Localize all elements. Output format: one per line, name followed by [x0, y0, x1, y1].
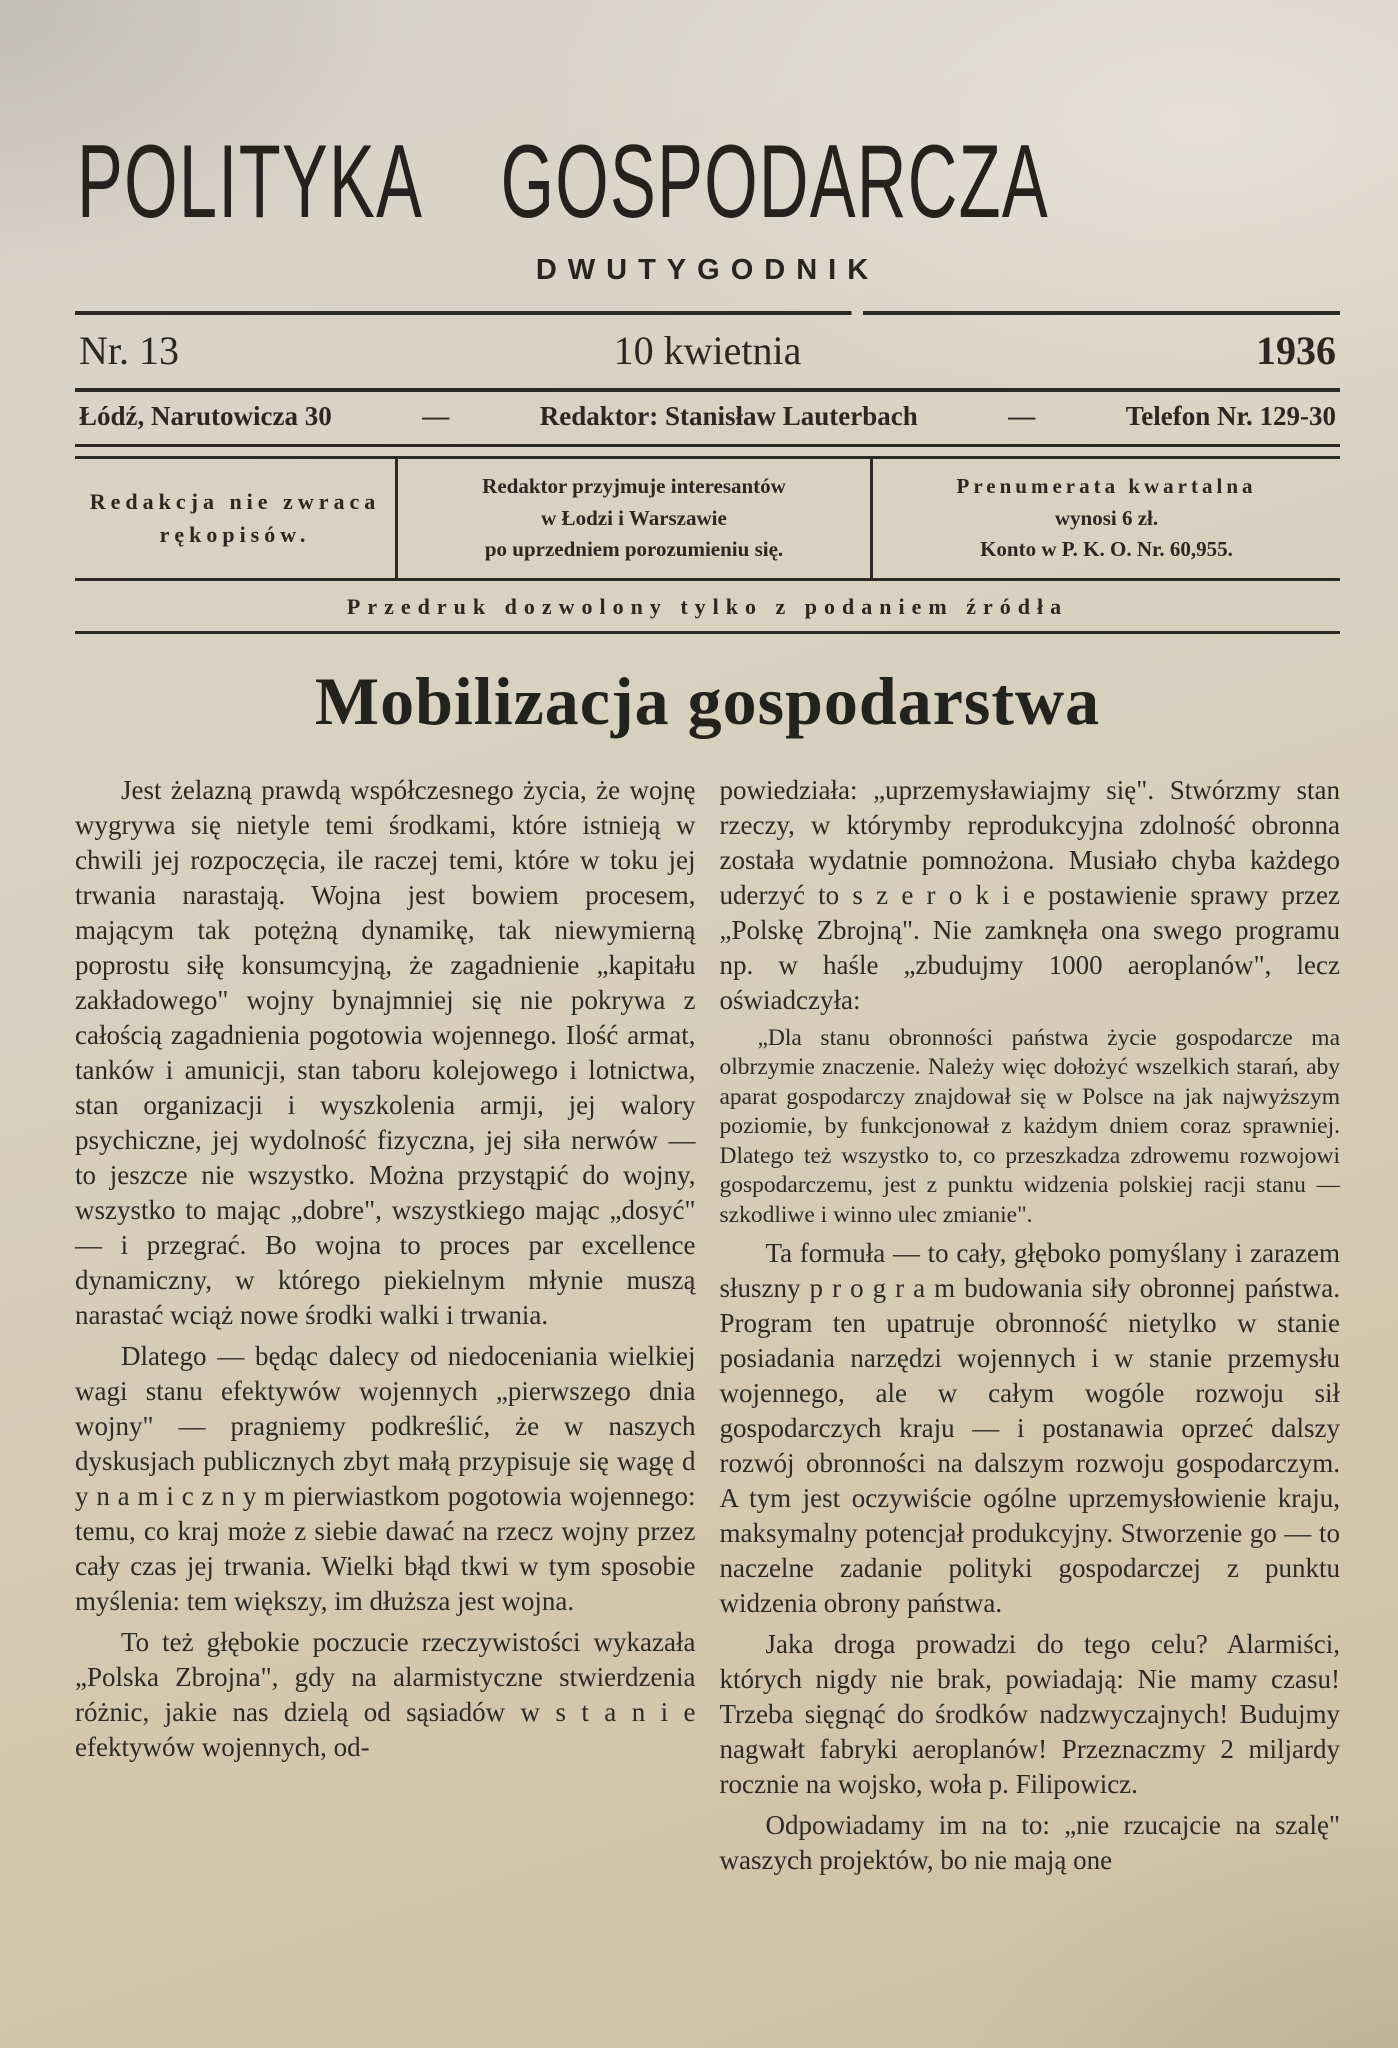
notice-line: rękopisów. — [159, 522, 311, 548]
notice-line: wynosi 6 zł. — [1054, 505, 1159, 530]
issue-date: 10 kwietnia — [613, 328, 802, 373]
paragraph: Odpowiadamy im na to: „nie rzucajcie na szalę" waszych projektów, bo nie mają one — [719, 1810, 1340, 1875]
masthead-subtitle: DWUTYGODNIK — [535, 254, 880, 286]
issue-year: 1936 — [1256, 328, 1336, 373]
issue-number: Nr. 13 — [79, 328, 179, 373]
manuscripts-notice-box — [75, 459, 395, 578]
telephone-number: Telefon Nr. 129-30 — [1125, 401, 1336, 431]
block-quote: „Dla stanu obronności państwa życie gospodarcze ma olbrzymie znaczenie. Należy więc dołożyć wszelkich starań, aby aparat gospodarczy znajdował się w Polsce na jak najwyższym poziomie, by funkcjonował z każdym dniem coraz sprawniej. Dlatego też wszystko to, co przeszkadza zdrowemu rozwojowi gospodarczemu, jest z punktu widzenia polskiej racji stanu — szkodliwe i winno ulec zmianie". — [719, 1024, 1340, 1228]
notice-line: Prenumerata kwartalna — [956, 474, 1257, 498]
article-right-column — [720, 773, 1341, 1885]
paragraph: Dlatego — będąc dalecy od niedoceniania wielkiej wagi stanu efektywów wojennych „pierwszego dnia wojny" — pragniemy podkreślić, że w naszych dyskusjach publicznych zbyt małą przypisuje się wagę d y n a m i c z n y m pierwiastkom pogotowia wojennego: temu, co kraj może z siebie dawać na rzecz wojny przez cały czas jej trwania. Wielki błąd tkwi w tym sposobie myślenia: tem większy, im dłuższa jest wojna. — [75, 1340, 696, 1616]
paragraph: Jest żelazną prawdą współczesnego życia, że wojnę wygrywa się nietyle temi środkami, które istnieją w chwili jej rozpoczęcia, ile raczej temi, które w toku jej trwania narastają. Wojna jest bowiem procesem, mającym tak potężną dynamikę, tak niewymierną poprostu siłę konsumcyjną, że zagadnienie „kapitału zakładowego" wojny bynajmniej się nie pokrywa z całością zagadnienia pogotowia wojennego. Ilość armat, tanków i amunicji, stan taboru kolejowego i lotnictwa, stan organizacji i wyszkolenia armji, jej walory psychiczne, jej wydolność fizyczna, jej siła nerwów — to jeszcze nie wszystko. Można przystąpić do wojny, wszystko to mając „dobre", wszystkiego mając „dosyć" — i przegrać. Bo wojna to proces par excellence dynamiczny, w którego piekielnym młynie muszą narastać wciąż nowe środki walki i trwania. — [75, 774, 696, 1330]
dash-separator: — — [422, 401, 450, 431]
editor-hours-box — [395, 459, 873, 578]
reprint-notice: Przedruk dozwolony tylko z podaniem źródła — [346, 593, 1069, 619]
issue-info-row — [75, 315, 1340, 388]
article-left-column — [75, 773, 696, 1885]
notice-line: Konto w P. K. O. Nr. 60,955. — [980, 537, 1233, 561]
editor-name: Redaktor: Stanisław Lauterbach — [539, 401, 918, 431]
notice-line: po uprzedniem porozumieniu się. — [484, 537, 784, 561]
dash-separator: — — [1008, 401, 1036, 431]
paragraph: Jaka droga prowadzi do tego celu? Alarmiści, których nigdy nie brak, powiadają: Nie mamy czasu! Trzeba sięgnąć do środków nadzwyczajnych! Budujmy nagwałt fabryki aeroplanów! Przeznaczmy 2 miljardy rocznie na wojsko, woła p. Filipowicz. — [719, 1629, 1340, 1799]
subscription-box — [873, 459, 1340, 578]
divider — [75, 631, 1340, 634]
publisher-address: Łódź, Narutowicza 30 — [79, 401, 332, 431]
paragraph: Ta formuła — to cały, głęboko pomyślany i zarazem słuszny p r o g r a m budowania siły obronnej państwa. Program ten upatruje obronność nietylko w stanie posiadania narzędzi wojennych i w stanie przemysłu wojennego, ale w całym wogóle rozwoju sił gospodarczych kraju — i postanawia oprzeć dalszy rozwój obronności na dalszym rozwoju gospodarczym. A tym jest oczywiście ogólne uprzemysłowienie kraju, maksymalny potencjał produkcyjny. Stworzenie go — to naczelne zadanie polityki gospodarczej z punktu widzenia obrony państwa. — [719, 1238, 1340, 1618]
article-body — [75, 773, 1340, 1885]
paragraph: To też głębokie poczucie rzeczywistości wykazała „Polska Zbrojna", gdy na alarmistyczne stwierdzenia różnic, jakie nas dzielą od sąsiadów w s t a n i e efektywów wojennych, od- — [75, 1626, 696, 1762]
contact-row — [75, 392, 1340, 444]
masthead-title: POLITYKA GOSPODARCZA — [77, 124, 1050, 240]
paragraph: powiedziała: „uprzemysławiajmy się". Stwórzmy stan rzeczy, w którymby reprodukcyjna zdolność obronna została wydatnie pomnożona. Musiało chyba każdego uderzyć to s z e r o k i e postawienie sprawy przez „Polskę Zbrojną". Nie zamknęła ona swego programu np. w haśle „zbudujmy 1000 aeroplanów", lecz oświadczyła: — [719, 774, 1340, 1015]
notice-line: Redakcja nie zwraca — [89, 489, 381, 515]
double-divider — [75, 444, 1340, 459]
article-title: Mobilizacja gospodarstwa — [314, 662, 1101, 739]
notice-line: w Łodzi i Warszawie — [541, 505, 727, 530]
info-boxes-row — [75, 459, 1340, 581]
notice-line: Redaktor przyjmuje interesantów — [482, 474, 786, 498]
